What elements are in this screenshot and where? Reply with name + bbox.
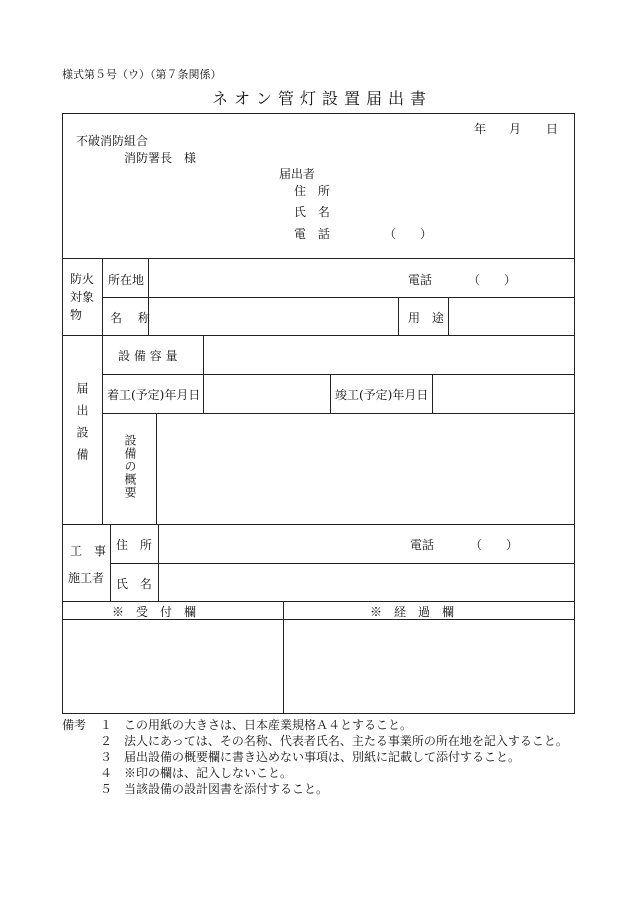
note-text: 当該設備の設計図書を添付すること。: [124, 782, 329, 796]
progress-column-label: ※ 経 過 欄: [370, 605, 455, 619]
contractor-label-line2: 施工者: [68, 571, 105, 585]
applicant-phone-parens: （ ）: [384, 227, 433, 241]
note-number: ５: [100, 782, 113, 796]
notes-heading: 備考: [62, 718, 87, 732]
recipient-title: 消防署長 様: [124, 151, 197, 165]
use-label: 用 途: [408, 311, 448, 325]
form-number: 様式第５号（ウ）（第７条関係）: [62, 68, 222, 81]
equipment-section-label: 届出設備: [75, 382, 89, 470]
rule: [62, 524, 575, 525]
note-number: １: [100, 718, 113, 732]
equipment-summary-label: 設備の概要: [123, 434, 137, 499]
note-text: 法人にあっては、その名称、代表者氏名、主たる事業所の所在地を記入すること。: [124, 734, 568, 748]
rule: [283, 601, 284, 714]
recipient-org: 不破消防組合: [76, 134, 149, 148]
rule: [102, 413, 575, 414]
contractor-label-line1: 工 事: [70, 544, 107, 558]
reception-column-label: ※ 受 付 欄: [112, 605, 197, 619]
applicant-label: 届出者: [279, 167, 316, 181]
capacity-label: 設 備 容 量: [118, 349, 178, 363]
note-text: ※印の欄は、記入しないこと。: [124, 766, 293, 780]
rule: [156, 413, 157, 524]
applicant-phone-label: 電 話: [294, 227, 334, 241]
note-text: この用紙の大きさは、日本産業規格Ａ４とすること。: [124, 718, 413, 732]
rule: [110, 524, 111, 601]
rule: [62, 258, 575, 259]
start-date-label: 着工(予定)年月日: [107, 388, 201, 402]
date-year-label: 年: [474, 122, 487, 136]
fire-object-phone-parens: （ ）: [468, 273, 517, 287]
note-number: ４: [100, 766, 113, 780]
date-day-label: 日: [546, 122, 559, 136]
page-title: ネオン管灯設置届出書: [212, 89, 433, 108]
fire-object-label-line1: 防火: [70, 272, 95, 286]
note-text: 届出設備の概要欄に書き込めない事項は、別紙に記載して添付すること。: [124, 750, 521, 764]
fire-object-label-line3: 物: [70, 308, 83, 322]
fire-object-phone-label: 電話: [408, 273, 433, 287]
contractor-phone-parens: （ ）: [470, 538, 519, 552]
rule: [102, 258, 103, 524]
date-month-label: 月: [509, 122, 522, 136]
applicant-name-label: 氏 名: [294, 205, 334, 219]
rule: [62, 335, 575, 336]
applicant-address-label: 住 所: [294, 184, 334, 198]
completion-date-label: 竣工(予定)年月日: [335, 388, 429, 402]
rule: [62, 601, 575, 602]
fire-object-label-line2: 対象: [70, 290, 95, 304]
rule: [110, 563, 575, 564]
note-number: ３: [100, 750, 113, 764]
rule: [432, 374, 433, 413]
fire-object-name-label: 名 称: [110, 311, 156, 325]
contractor-address-label: 住 所: [116, 538, 156, 552]
rule: [102, 374, 575, 375]
rule: [158, 524, 159, 601]
rule: [330, 374, 331, 413]
location-label: 所在地: [108, 273, 145, 287]
rule: [398, 297, 399, 335]
contractor-phone-label: 電話: [410, 538, 435, 552]
contractor-name-label: 氏 名: [116, 577, 156, 591]
rule: [203, 335, 204, 413]
rule: [448, 297, 449, 335]
note-number: ２: [100, 734, 113, 748]
rule: [102, 297, 575, 298]
